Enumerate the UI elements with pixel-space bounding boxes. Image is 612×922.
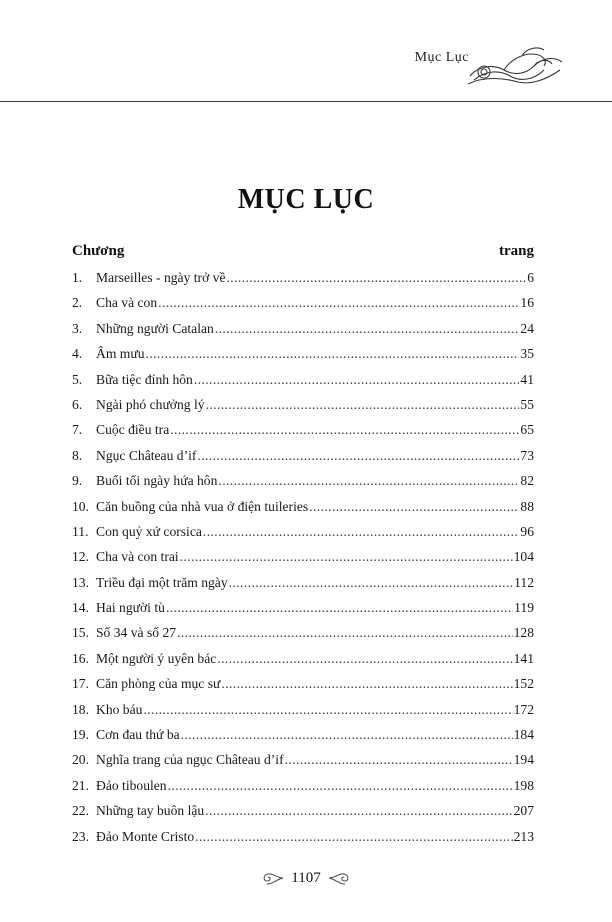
dot-leader [309, 499, 519, 515]
chapter-page: 104 [513, 549, 534, 565]
chapter-title: Đảo Monte Cristo [96, 828, 195, 844]
chapter-page: 6 [527, 270, 534, 285]
chapter-number: 11. [72, 523, 89, 539]
toc-entry [72, 372, 534, 397]
chapter-number: 6. [72, 396, 83, 412]
page-title: MỤC LỤC [237, 184, 375, 215]
chapter-number: 14. [72, 600, 89, 616]
chapter-number: 10. [72, 498, 89, 514]
chapter-title: Ngài phó chưởng lý [96, 396, 205, 412]
toc-entry [72, 524, 534, 549]
page-number: 1107 [291, 869, 321, 886]
chapter-page: 172 [513, 701, 534, 717]
dot-leader [221, 676, 512, 692]
chapter-title: Cha và con trai [96, 549, 179, 565]
chapter-title: Số 34 và số 27 [96, 625, 177, 641]
toc-entry [72, 829, 534, 854]
toc-entry [72, 499, 534, 524]
dot-leader [205, 803, 512, 819]
chapter-title: Marseilles - ngày trở về [96, 270, 226, 285]
chapter-number: 15. [72, 625, 89, 641]
toc-entry [72, 321, 534, 346]
chapter-page: 198 [513, 777, 534, 793]
chapter-title: Một người ý uyên bác [96, 650, 217, 666]
chapter-title: Âm mưu [96, 346, 145, 362]
dot-leader [215, 321, 520, 337]
chapter-page: 65 [520, 422, 534, 438]
running-header [0, 0, 612, 110]
chapter-page: 16 [520, 295, 534, 311]
toc-entry [72, 676, 534, 701]
chapter-title: Nghĩa trang của ngục Château d’if [96, 752, 284, 768]
toc-entry [72, 346, 534, 371]
toc-entry [72, 803, 534, 828]
chapter-title: Những người Catalan [96, 320, 214, 336]
chapter-page: 24 [520, 320, 534, 336]
chapter-number: 16. [72, 650, 89, 666]
page-column-header: trang [499, 243, 534, 259]
chapter-title: Bữa tiệc đính hôn [96, 371, 193, 387]
chapter-page: 141 [513, 650, 534, 666]
toc-entry [72, 473, 534, 498]
dot-leader [170, 422, 519, 438]
dot-leader [146, 346, 520, 362]
toc-entry [72, 270, 534, 295]
dot-leader [197, 448, 519, 464]
toc-entry [72, 422, 534, 447]
chapter-number: 3. [72, 320, 83, 336]
dot-leader [285, 752, 513, 768]
dot-leader [203, 524, 520, 540]
dot-leader [229, 575, 513, 591]
dot-leader [194, 372, 520, 388]
chapter-number: 22. [72, 803, 89, 819]
toc-entry [72, 752, 534, 777]
swirl-left-icon [259, 869, 285, 887]
chapter-page: 96 [520, 523, 534, 539]
chapter-page: 73 [520, 447, 534, 463]
swirl-right-icon [327, 869, 353, 887]
chapter-title: Hai người tù [96, 600, 165, 616]
chapter-number: 5. [72, 371, 83, 387]
toc-entry [72, 295, 534, 320]
chapter-number: 9. [72, 473, 83, 489]
chapter-page: 55 [520, 396, 534, 412]
chapter-number: 21. [72, 777, 89, 793]
chapter-page: 152 [513, 676, 534, 692]
dot-leader [206, 397, 520, 413]
toc-entry [72, 448, 534, 473]
toc-list [72, 270, 534, 854]
chapter-page: 88 [520, 498, 534, 514]
chapter-title: Đảo tiboulen [96, 777, 167, 793]
toc-entry [72, 549, 534, 574]
dot-leader [181, 727, 513, 743]
dot-leader [180, 549, 513, 565]
chapter-number: 12. [72, 549, 89, 565]
chapter-title: Kho báu [96, 701, 143, 717]
dot-leader [168, 778, 513, 794]
page-footer [0, 866, 612, 890]
chapter-number: 2. [72, 295, 83, 311]
chapter-page: 41 [520, 371, 534, 387]
chapter-number: 8. [72, 447, 83, 463]
chapter-page: 194 [513, 752, 534, 768]
chapter-page: 35 [520, 346, 534, 362]
toc-entry [72, 575, 534, 600]
chapter-page: 184 [513, 727, 534, 743]
chapter-title: Buổi tối ngày hứa hôn [96, 473, 218, 489]
dot-leader [166, 600, 513, 616]
toc-entry [72, 600, 534, 625]
chapter-page: 119 [514, 600, 534, 616]
chapter-title: Ngục Château d’if [96, 447, 197, 463]
toc-entry [72, 778, 534, 803]
chapter-number: 23. [72, 828, 89, 844]
chapter-title: Cuộc điều tra [96, 422, 170, 438]
chapter-number: 13. [72, 574, 89, 590]
chapter-number: 4. [72, 346, 83, 362]
toc-entry [72, 651, 534, 676]
chapter-title: Cơn đau thứ ba [96, 727, 180, 743]
dot-leader [143, 702, 512, 718]
chapter-column-header: Chương [72, 243, 125, 259]
dot-leader [217, 651, 512, 667]
chapter-title: Căn phòng của mục sư [96, 676, 221, 692]
dot-leader [195, 829, 512, 845]
toc-entry [72, 397, 534, 422]
dot-leader [158, 295, 519, 311]
chapter-number: 20. [72, 752, 89, 768]
chapter-title: Con quỷ xứ corsica [96, 523, 202, 539]
toc-entry [72, 727, 534, 752]
chapter-page: 128 [513, 625, 534, 641]
chapter-title: Cha và con [96, 295, 158, 311]
chapter-page: 213 [513, 828, 534, 844]
chapter-title: Căn buồng của nhà vua ở điện tuileries [96, 498, 309, 514]
running-title: Mục Lục [414, 50, 469, 65]
chapter-title: Triều đại một trăm ngày [96, 574, 228, 590]
chapter-number: 1. [72, 270, 83, 285]
dot-leader [227, 270, 527, 286]
flourish-ornament-icon [464, 40, 566, 92]
header-rule [0, 101, 612, 102]
chapter-number: 18. [72, 701, 89, 717]
chapter-number: 7. [72, 422, 83, 438]
chapter-page: 82 [520, 473, 534, 489]
chapter-title: Những tay buôn lậu [96, 803, 205, 819]
toc-entry [72, 625, 534, 650]
chapter-page: 112 [514, 574, 534, 590]
dot-leader [218, 473, 519, 489]
chapter-number: 17. [72, 676, 89, 692]
chapter-page: 207 [513, 803, 534, 819]
toc-entry [72, 702, 534, 727]
chapter-number: 19. [72, 727, 89, 743]
dot-leader [177, 625, 513, 641]
